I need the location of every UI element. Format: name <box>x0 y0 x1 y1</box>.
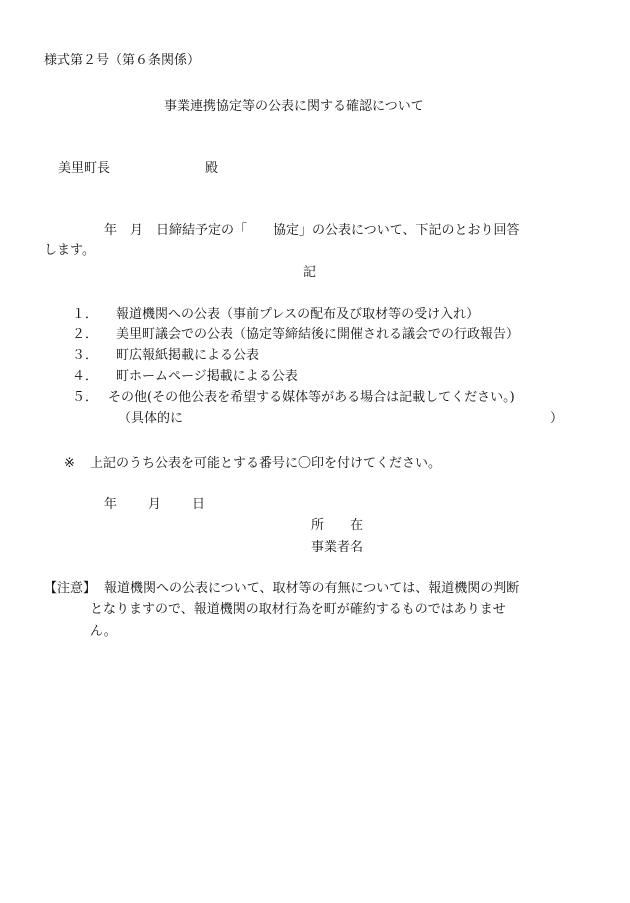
note-text: 上記のうち公表を可能とする番号に〇印を付けてください。 <box>90 456 442 471</box>
option-text: 報道機関への公表（事前プレスの配布及び取材等の受け入れ） <box>116 307 480 322</box>
ki-heading: 記 <box>303 265 317 280</box>
date-day: 日 <box>192 497 206 512</box>
signature-business-name: 事業者名 <box>311 540 364 555</box>
option-number: ５． <box>72 390 99 405</box>
addressee-honorific: 殿 <box>205 161 219 176</box>
addressee-name: 美里町長 <box>58 161 111 176</box>
date-year: 年 <box>104 497 118 512</box>
option-number: ３． <box>72 348 99 363</box>
date-month: 月 <box>148 497 162 512</box>
specific-close: ） <box>550 411 564 426</box>
option-text: 町広報紙掲載による公表 <box>116 348 260 363</box>
form-number: 様式第２号（第６条関係） <box>44 53 201 68</box>
caution-line-3: ん。 <box>90 624 117 639</box>
specific-open: （具体的に <box>118 411 184 426</box>
option-text: その他(その他公表を希望する媒体等がある場合は記載してください。) <box>108 390 515 405</box>
option-text: 美里町議会での公表（協定等締結後に開催される議会での行政報告） <box>116 327 520 342</box>
caution-label: 【注意】 <box>44 581 97 596</box>
signature-location: 所 在 <box>311 518 364 533</box>
intro-line-1: 年 月 日締結予定の「 協定」の公表について、下記のとおり回答 <box>104 223 520 238</box>
option-text: 町ホームページ掲載による公表 <box>116 369 298 384</box>
option-number: ４． <box>72 369 99 384</box>
document-title: 事業連携協定等の公表に関する確認について <box>164 99 424 114</box>
option-number: １． <box>72 307 99 322</box>
caution-line-1: 報道機関への公表について、取材等の有無については、報道機関の判断 <box>104 581 520 596</box>
option-number: ２． <box>72 327 99 342</box>
note-mark: ※ <box>64 456 75 471</box>
intro-line-2: します。 <box>44 243 95 258</box>
caution-line-2: となりますので、報道機関の取材行為を町が確約するものではありませ <box>90 602 506 617</box>
